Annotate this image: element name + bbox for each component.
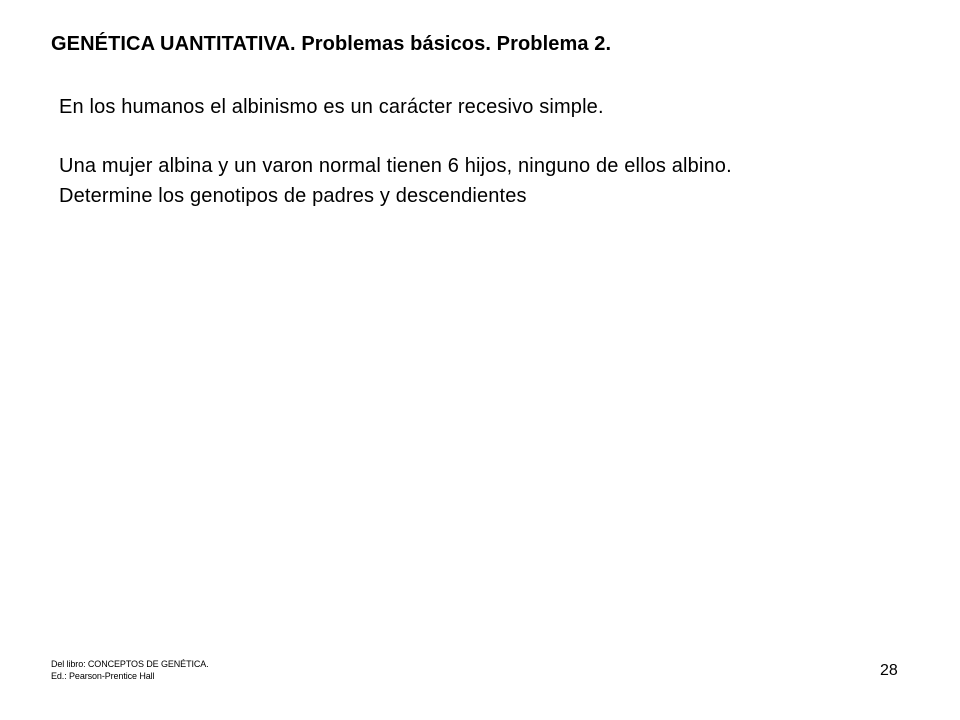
source-citation-line-1: Del libro: CONCEPTOS DE GENÉTICA. (51, 659, 209, 669)
slide-title: GENÉTICA UANTITATIVA. Problemas básicos. Problema 2. (51, 33, 612, 55)
problem-statement-line-2: Una mujer albina y un varon normal tienen 6 hijos, ninguno de ellos albino. (59, 155, 732, 177)
source-citation-line-2: Ed.: Pearson-Prentice Hall (51, 671, 155, 681)
problem-statement-line-1: En los humanos el albinismo es un carácter recesivo simple. (59, 96, 604, 118)
problem-statement-line-3: Determine los genotipos de padres y descendientes (59, 185, 527, 207)
source-citation (51, 658, 209, 682)
page-number: 28 (880, 662, 898, 679)
